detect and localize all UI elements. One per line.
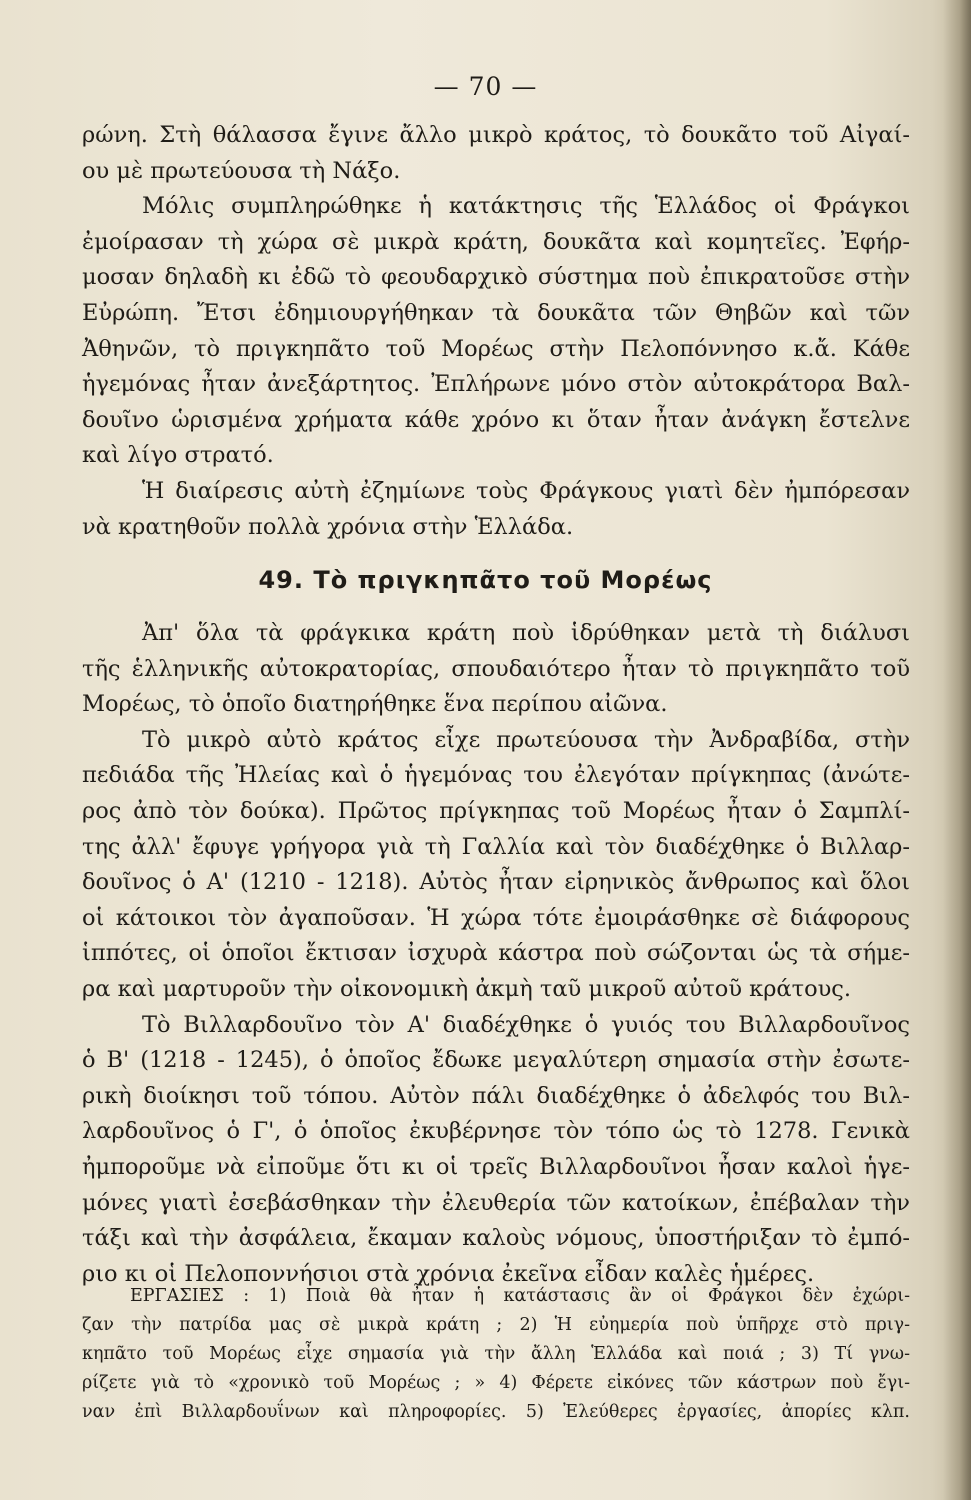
- text-line: ου μὲ πρωτεύουσα τὴ Νάξο.: [82, 157, 401, 184]
- text-line: ἱππότες, οἱ ὁποῖοι ἔκτισαν ἰσχυρὰ κάστρα ποὺ σώζονται ὡς τὰ σήμε-: [82, 940, 910, 967]
- text-line: ρώνη. Στὴ θάλασσα ἔγινε ἄλλο μικρὸ κράτος, τὸ δουκᾶτο τοῦ Αἰγαί-: [82, 122, 910, 148]
- text-line: Τὸ μικρὸ αὐτὸ κράτος εἶχε πρωτεύουσα τὴν Ἀνδραβίδα, στὴν: [142, 726, 910, 753]
- exercise-line: ρίζετε γιὰ τὸ «χρονικὸ τοῦ Μορέως ; » 4) Φέρετε εἰκόνες τῶν κάστρων ποὺ ἔγι-: [82, 1373, 910, 1393]
- text-line: μοσαν δηλαδὴ κι ἐδῶ τὸ φεουδαρχικὸ σύστημα ποὺ ἐπικρατοῦσε στὴν: [82, 264, 910, 291]
- text-line: δουῖνο ὡρισμένα χρήματα κάθε χρόνο κι ὅταν ἦταν ἀνάγκη ἔστελνε: [82, 406, 910, 433]
- text-line: νὰ κρατηθοῦν πολλὰ χρόνια στὴν Ἑλλάδα.: [82, 513, 574, 540]
- text-line: Μόλις συμπληρώθηκε ἡ κατάκτησις τῆς Ἑλλάδος οἱ Φράγκοι: [142, 193, 910, 220]
- section-heading: 49. Τὸ πριγκηπᾶτο τοῦ Μορέως: [258, 566, 713, 594]
- exercise-line: κηπᾶτο τοῦ Μορέως εἶχε σημασία γιὰ τὴν ἄλλη Ἑλλάδα καὶ ποιά ; 3) Τί γνω-: [82, 1344, 910, 1364]
- text-line: πεδιάδα τῆς Ἠλείας καὶ ὁ ἡγεμόνας του ἐλεγόταν πρίγκηπας (ἀνώτε-: [82, 762, 910, 789]
- text-line: καὶ λίγο στρατό.: [82, 442, 274, 469]
- text-line: ἡγεμόνας ἦταν ἀνεξάρτητος. Ἐπλήρωνε μόνο στὸν αὐτοκράτορα Βαλ-: [82, 371, 910, 398]
- text-line: ὁ Β' (1218 - 1245), ὁ ὁποῖος ἔδωκε μεγαλύτερη σημασία στὴν ἐσωτε-: [82, 1047, 910, 1074]
- text-line: τῆς ἑλληνικῆς αὐτοκρατορίας, σπουδαιότερο ἦταν τὸ πριγκηπᾶτο τοῦ: [82, 655, 910, 682]
- text-block-section: [82, 616, 910, 1292]
- exercise-line: ζαν τὴν πατρίδα μας σὲ μικρὰ κράτη ; 2) Ἡ εὐημερία ποὺ ὑπῆρχε στὸ πριγ-: [82, 1315, 910, 1335]
- text-line: Εὐρώπη. Ἔτσι ἐδημιουργήθηκαν τὰ δουκᾶτα τῶν Θηβῶν καὶ τῶν: [82, 299, 910, 326]
- text-line: ἐμοίρασαν τὴ χώρα σὲ μικρὰ κράτη, δουκᾶτα καὶ κομητεῖες. Ἐφήρ-: [82, 228, 910, 255]
- text-line: τάξι καὶ τὴν ἀσφάλεια, ἔκαμαν καλοὺς νόμους, ὑποστήριξαν τὸ ἐμπό-: [82, 1225, 910, 1252]
- text-line: Ἡ διαίρεσις αὐτὴ ἐζημίωνε τοὺς Φράγκους γιατὶ δὲν ἠμπόρεσαν: [142, 477, 910, 504]
- text-line: οἱ κάτοικοι τὸν ἀγαποῦσαν. Ἡ χώρα τότε ἐμοιράσθηκε σὲ διάφορους: [82, 904, 910, 931]
- text-line: της ἀλλ' ἔφυγε γρήγορα γιὰ τὴ Γαλλία καὶ τὸν διαδέχθηκε ὁ Βιλλαρ-: [82, 833, 910, 860]
- text-line: ἠμποροῦμε νὰ εἰποῦμε ὅτι κι οἱ τρεῖς Βιλλαρδουῖνοι ἦσαν καλοὶ ἡγε-: [82, 1153, 910, 1180]
- page-edge-shadow: [943, 0, 971, 1500]
- text-line: λαρδουῖνος ὁ Γ', ὁ ὁποῖος ἐκυβέρνησε τὸν τόπο ὡς τὸ 1278. Γενικὰ: [82, 1118, 910, 1145]
- text-line: ρος ἀπὸ τὸν δούκα). Πρῶτος πρίγκηπας τοῦ Μορέως ἦταν ὁ Σαμπλί-: [82, 797, 910, 824]
- text-line: ρικὴ διοίκησι τοῦ τόπου. Αὐτὸν πάλι διαδέχθηκε ὁ ἀδελφός του Βιλ-: [82, 1082, 910, 1109]
- text-line: ριο κι οἱ Πελοποννήσιοι στὰ χρόνια ἐκεῖνα εἶδαν καλὲς ἡμέρες.: [82, 1260, 815, 1287]
- text-line: Τὸ Βιλλαρδουῖνο τὸν Α' διαδέχθηκε ὁ γυιός του Βιλλαρδουῖνος: [142, 1011, 910, 1038]
- exercise-line: ναν ἐπὶ Βιλλαρδουΐνων καὶ πληροφορίες. 5) Ἐλεύθερες ἐργασίες, ἀπορίες κλπ.: [82, 1402, 910, 1422]
- text-line: δουῖνος ὁ Α' (1210 - 1218). Αὐτὸς ἦταν εἰρηνικὸς ἄνθρωπος καὶ ὅλοι: [82, 869, 910, 896]
- exercises-block: [82, 1282, 910, 1427]
- text-line: μόνες γιατὶ ἐσεβάσθηκαν τὴν ἐλευθερία τῶν κατοίκων, ἐπέβαλαν τὴν: [82, 1189, 910, 1216]
- exercise-line: ΕΡΓΑΣΙΕΣ : 1) Ποιὰ θὰ ἦταν ἡ κατάστασις ἂν οἱ Φράγκοι δὲν ἐχώρι-: [130, 1286, 910, 1306]
- text-line: ρα καὶ μαρτυροῦν τὴν οἰκονομικὴ ἀκμὴ ταῦ μικροῦ αὐτοῦ κράτους.: [82, 975, 852, 1002]
- page-number: — 70 —: [433, 72, 538, 101]
- text-line: Μορέως, τὸ ὁποῖο διατηρήθηκε ἕνα περίπου αἰῶνα.: [82, 691, 668, 718]
- text-line: Ἀπ' ὅλα τὰ φράγκικα κράτη ποὺ ἱδρύθηκαν μετὰ τὴ διάλυσι: [142, 620, 910, 646]
- text-line: Ἀθηνῶν, τὸ πριγκηπᾶτο τοῦ Μορέως στὴν Πελοπόννησο κ.ἄ. Κάθε: [82, 335, 910, 362]
- text-block-top: [82, 118, 910, 545]
